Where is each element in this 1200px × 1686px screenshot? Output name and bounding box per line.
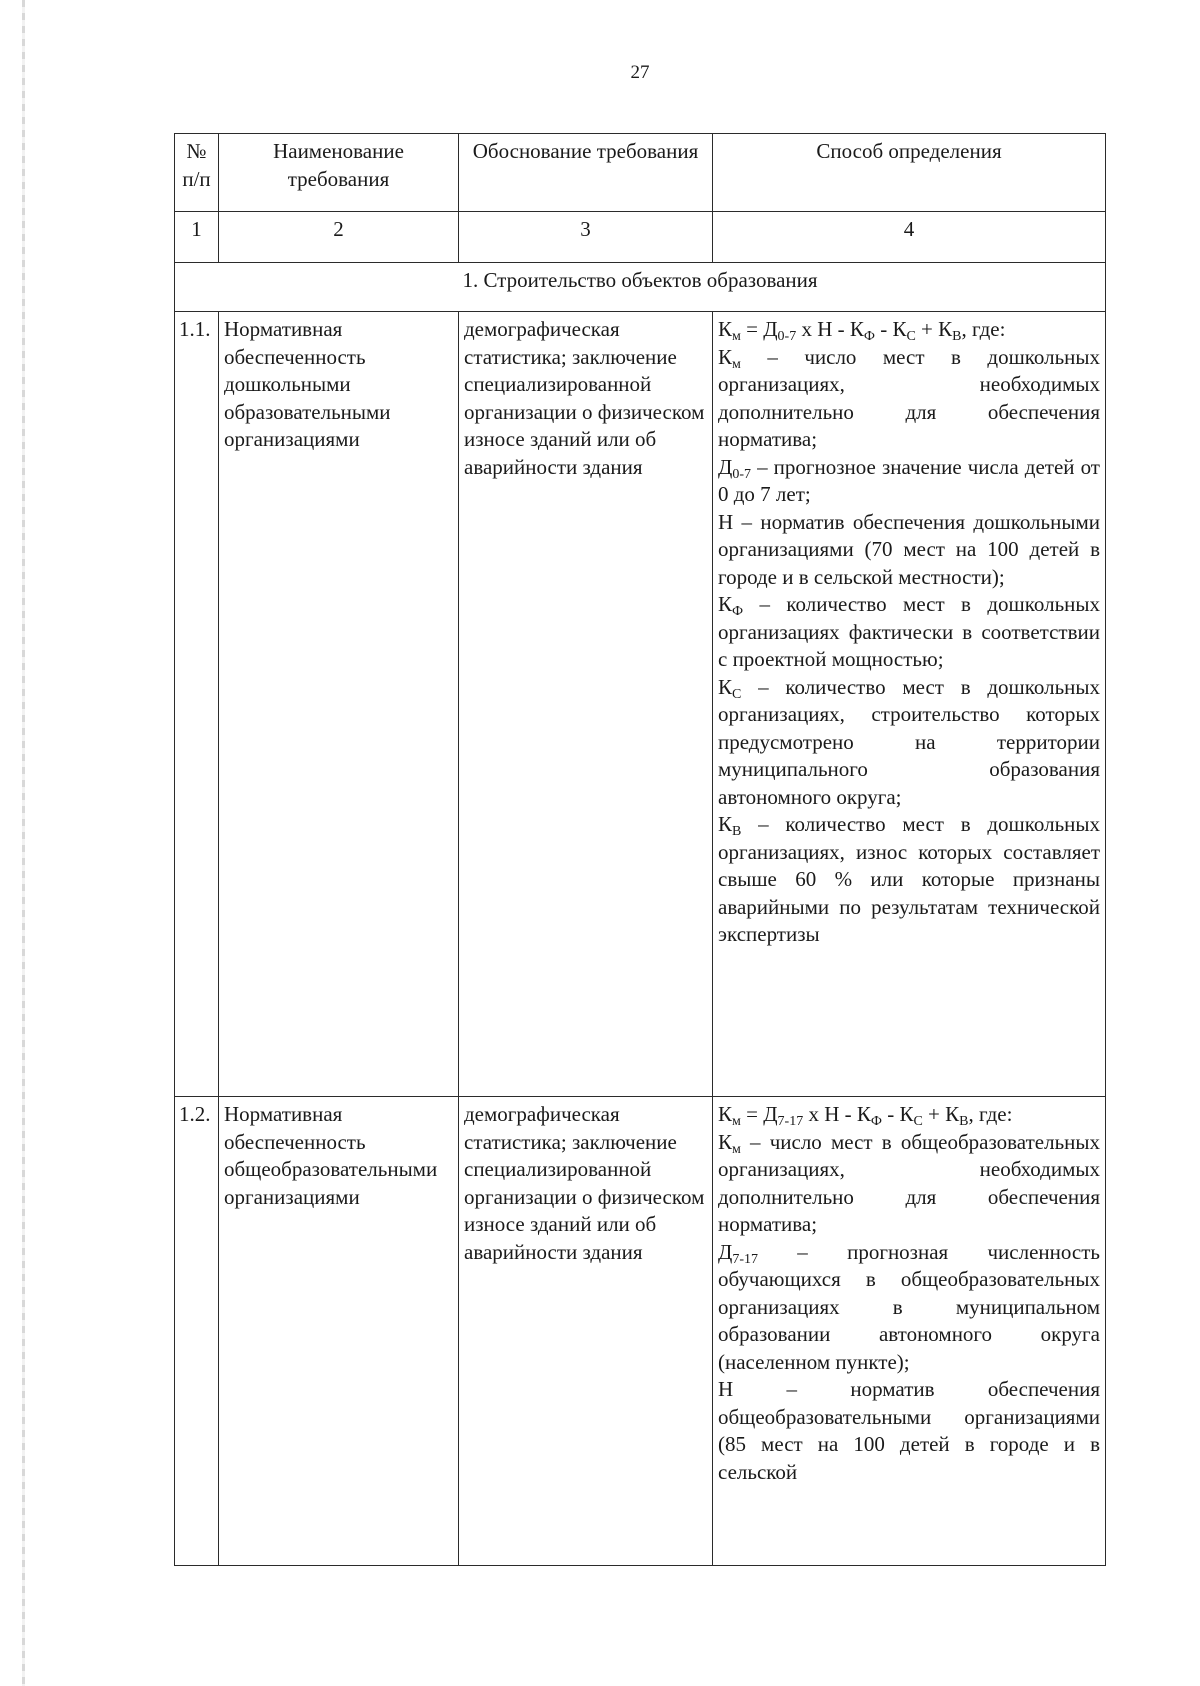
column-number-3: 3	[459, 212, 713, 263]
column-number-4: 4	[713, 212, 1106, 263]
column-number-1: 1	[175, 212, 219, 263]
determination-method: $К_м = Д_{0-7}$ х $Н - К_Ф - К_С + К_В$, где: $К_м$ – число мест в дошкольных организациях, необходимых дополнительно для обеспечения норматива; $Д_{0-7}$ – прогнозное значение числа детей от 0 до 7 лет; Н – норматив обеспечения дошкольными организациями (70 мест на 100 детей в городе и в сельской местности); $К_Ф$ – количество мест в дошкольных организациях фактически в соответствии с проектной мощностью; $К_С$ – количество мест в дошкольных организациях, строительство которых предусмотрено на территории муниципального образования автономного округа; $К_В$ – количество мест в дошкольных организациях, износ которых составляет свыше 60 % или которые признаны аварийными по результатам технической экспертизы	[713, 312, 1106, 1097]
requirement-name: Нормативная обеспеченность общеобразовательными организациями	[219, 1097, 459, 1566]
section-row	[175, 263, 1106, 312]
column-numbers-row	[175, 212, 1106, 263]
requirement-basis: демографическая статистика; заключение специализированной организации о физическом износе зданий или об аварийности здания	[459, 1097, 713, 1566]
row-number: 1.1.	[175, 312, 219, 1097]
scan-edge	[22, 0, 25, 1686]
header-basis: Обоснование требования	[459, 134, 713, 212]
page-number: 27	[630, 62, 650, 83]
requirements-table	[174, 133, 1106, 1566]
requirement-basis: демографическая статистика; заключение специализированной организации о физическом износе зданий или об аварийности здания	[459, 312, 713, 1097]
determination-method: $К_м = Д_{7-17}$ х $Н - К_Ф - К_С + К_В$, где: $К_м$ – число мест в общеобразовательных организациях, необходимых дополнительно для обеспечения норматива; $Д_{7-17}$ – прогнозная численность обучающихся в общеобразовательных организациях в муниципальном образовании автономного округа (населенном пункте); Н – норматив обеспечения общеобразовательными организациями (85 мест на 100 детей в городе и в сельской	[713, 1097, 1106, 1566]
table-row	[175, 312, 1106, 1097]
table-row	[175, 1097, 1106, 1566]
requirement-name: Нормативная обеспеченность дошкольными образовательными организациями	[219, 312, 459, 1097]
table-header-row	[175, 134, 1106, 212]
column-number-2: 2	[219, 212, 459, 263]
header-name: Наименование требования	[219, 134, 459, 212]
header-num: № п/п	[175, 134, 219, 212]
header-method: Способ определения	[713, 134, 1106, 212]
row-number: 1.2.	[175, 1097, 219, 1566]
section-title: 1. Строительство объектов образования	[175, 263, 1106, 312]
